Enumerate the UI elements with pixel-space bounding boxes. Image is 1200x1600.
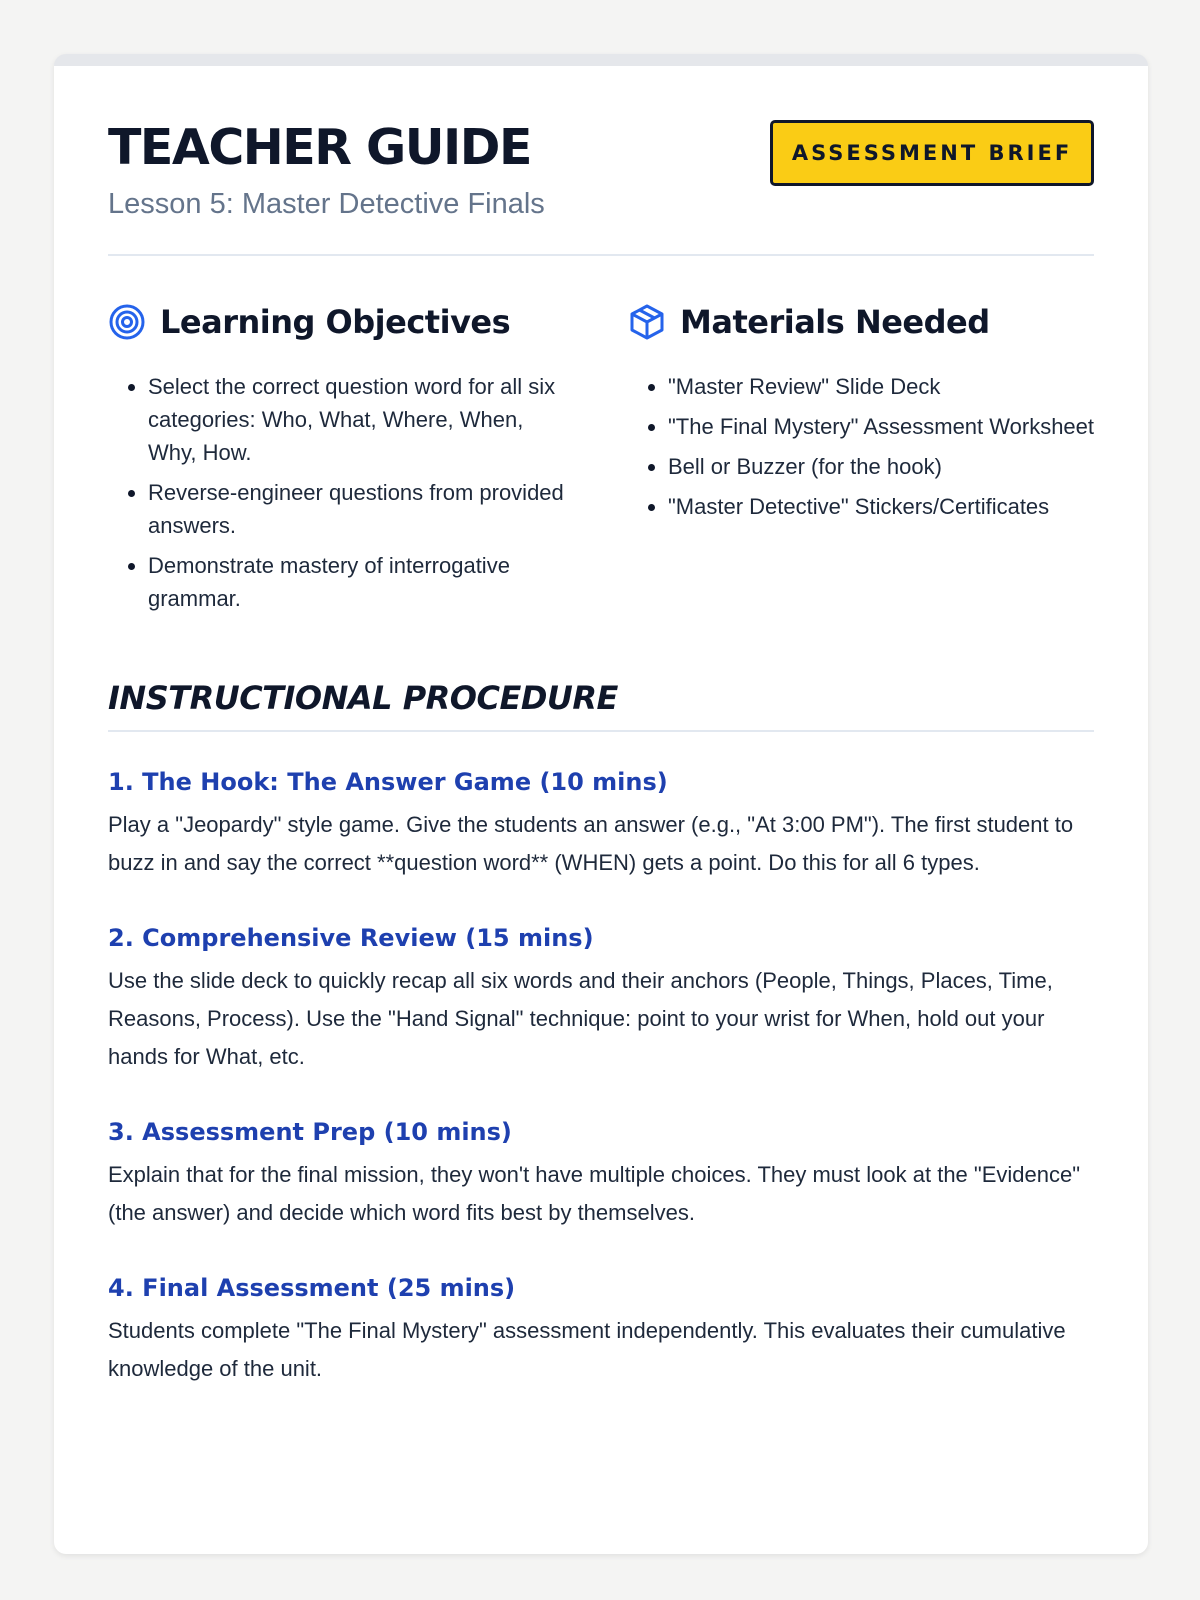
procedure-step — [108, 922, 1094, 1076]
step-body: Explain that for the final mission, they won't have multiple choices. They must look at the "Evidence" (the answer) and decide which word fits best by themselves. — [108, 1162, 1081, 1225]
overview-columns — [108, 256, 1094, 666]
objectives-list — [108, 370, 568, 615]
procedure-step — [108, 1116, 1094, 1232]
list-item: • "Master Review" Slide Deck — [668, 370, 1098, 403]
list-item: • Reverse-engineer questions from provided answers. — [148, 476, 568, 542]
procedure-steps — [108, 766, 1094, 1388]
procedure-heading: INSTRUCTIONAL PROCEDURE — [108, 666, 1094, 732]
page-title: TEACHER GUIDE — [108, 119, 531, 176]
list-item: • "Master Detective" Stickers/Certificates — [668, 490, 1098, 523]
step-title: 3. Assessment Prep (10 mins) — [108, 1118, 512, 1146]
step-body: Use the slide deck to quickly recap all six words and their anchors (People, Things, Places, Time, Reasons, Process). Use the "Hand Signal" technique: point to your wrist for When, hold out your hands for What, etc. — [108, 968, 1053, 1069]
guide-content — [108, 66, 1094, 1428]
box-icon — [628, 303, 666, 341]
procedure-step — [108, 1272, 1094, 1388]
materials-header — [628, 300, 1098, 344]
objectives-header — [108, 300, 568, 344]
step-body: Play a "Jeopardy" style game. Give the students an answer (e.g., "At 3:00 PM"). The first student to buzz in and say the correct **question word** (WHEN) gets a point. Do this for all 6 types. — [108, 812, 1074, 875]
objectives-title: Learning Objectives — [160, 303, 511, 341]
objectives-section — [108, 300, 568, 622]
target-icon — [108, 303, 146, 341]
materials-section — [628, 300, 1098, 530]
list-item: • Bell or Buzzer (for the hook) — [668, 450, 1098, 483]
list-item: • Demonstrate mastery of interrogative grammar. — [148, 549, 568, 615]
page-subtitle: Lesson 5: Master Detective Finals — [108, 188, 545, 220]
assessment-brief-badge: ASSESSMENT BRIEF — [770, 120, 1094, 186]
step-title: 4. Final Assessment (25 mins) — [108, 1274, 516, 1302]
step-title: 2. Comprehensive Review (15 mins) — [108, 924, 594, 952]
guide-card — [54, 54, 1148, 1554]
step-body: Students complete "The Final Mystery" assessment independently. This evaluates their cumulative knowledge of the unit. — [108, 1318, 1066, 1381]
procedure-step — [108, 766, 1094, 882]
materials-title: Materials Needed — [680, 303, 990, 341]
step-title: 1. The Hook: The Answer Game (10 mins) — [108, 768, 668, 796]
list-item: • "The Final Mystery" Assessment Worksheet — [668, 410, 1098, 443]
header — [108, 66, 1094, 256]
materials-list — [628, 370, 1098, 523]
list-item: • Select the correct question word for all six categories: Who, What, Where, When, Why, How. — [148, 370, 568, 469]
